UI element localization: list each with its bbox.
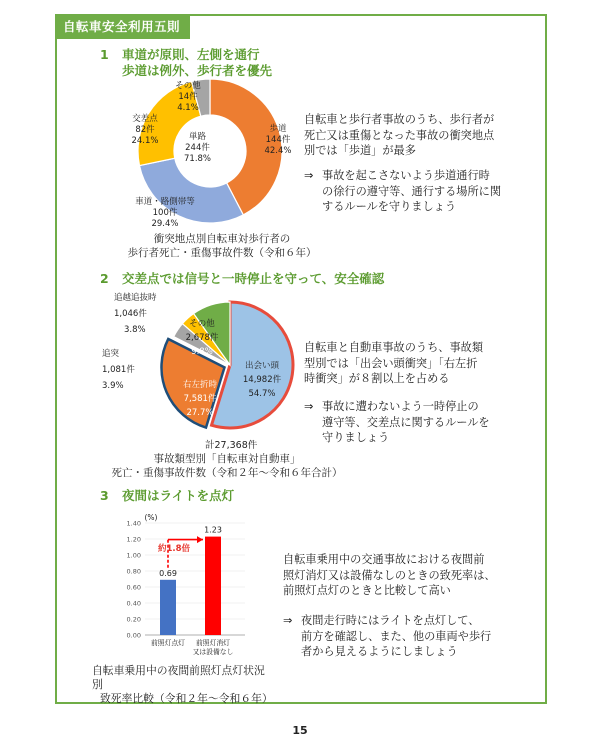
bar-ytick-label: 0.80 bbox=[126, 567, 141, 576]
section3-note bbox=[283, 613, 523, 660]
section2-caption-line2: 死亡・重傷事故件数（令和２年～令和６年合計） bbox=[111, 467, 343, 479]
bar-axis-unit: (%) bbox=[144, 513, 158, 522]
section1-heading-line1: 車道が原則、左側を通行 bbox=[122, 47, 260, 62]
section2-note bbox=[304, 399, 519, 446]
section1-text-line3: 別では「歩道」が最多 bbox=[304, 144, 416, 157]
donut-slice-pct: 4.1% bbox=[177, 103, 199, 113]
section2-caption bbox=[102, 452, 352, 480]
bar-category-label: 前照灯点灯 bbox=[151, 639, 185, 647]
section2-note-line2: 遵守等、交差点に関するルールを bbox=[322, 415, 490, 429]
donut-slice-count: 14件 bbox=[178, 92, 198, 102]
section1-note bbox=[304, 168, 526, 215]
section2-heading bbox=[100, 271, 384, 287]
section3-text-line3: 前照灯点灯のときと比較して高い bbox=[283, 584, 451, 597]
donut-slice-pct: 42.4% bbox=[264, 146, 292, 156]
donut-center-label bbox=[184, 132, 211, 165]
bar-ytick-label: 0.00 bbox=[126, 631, 141, 640]
bar-ytick-label: 1.20 bbox=[126, 535, 141, 544]
arrow-icon: ⇒ bbox=[304, 169, 314, 182]
pie-slice-pct: 9.8% bbox=[191, 347, 213, 357]
section3-heading bbox=[100, 488, 234, 504]
section3-caption-line1: 自転車乗用中の夜間前照灯点灯状況別 bbox=[92, 664, 265, 691]
pie-slice-count: 7,581件 bbox=[183, 394, 217, 404]
section3-text-line2: 照灯消灯又は設備なしのときの致死率は、 bbox=[283, 568, 496, 582]
bar bbox=[205, 537, 221, 635]
bar-category-label: 前照灯消灯 bbox=[196, 639, 230, 647]
pie-slice-name: 追越追抜時 bbox=[114, 293, 157, 303]
donut-slice-count: 144件 bbox=[265, 135, 291, 145]
bar-ytick-label: 1.40 bbox=[126, 519, 141, 528]
pie-slice-pct: 27.7% bbox=[186, 408, 214, 418]
pie-slice-name: 右左折時 bbox=[182, 380, 218, 390]
section1-text-line1: 自転車と歩行者事故のうち、歩行者が bbox=[304, 113, 495, 126]
section2-number: 2 bbox=[100, 271, 109, 286]
section3-number: 3 bbox=[100, 488, 109, 503]
bar-value-label: 0.69 bbox=[159, 568, 177, 578]
section1-note-line3: するルールを守りましょう bbox=[322, 200, 457, 213]
pie-slice-count: 1,081件 bbox=[102, 365, 135, 375]
section1-text bbox=[304, 112, 524, 159]
section1-note-line1: 事故を起こさないよう歩道通行時 bbox=[322, 169, 490, 182]
bar-ytick-label: 0.20 bbox=[126, 615, 141, 624]
bar-chart bbox=[105, 510, 255, 660]
donut-center-name: 単路 bbox=[189, 132, 207, 142]
page-tab-title: 自転車安全利用五則 bbox=[55, 14, 190, 39]
section1-note-line2: の徐行の遵守等、通行する場所に関 bbox=[322, 184, 502, 198]
section3-note-line3: 者から見えるようにしましょう bbox=[301, 645, 458, 658]
donut-slice-pct: 29.4% bbox=[151, 219, 179, 226]
pie2-total: 計27,368件 bbox=[205, 440, 258, 451]
section2-note-line1: 事故に遭わないよう一時停止の bbox=[322, 400, 479, 413]
section2-text bbox=[304, 340, 519, 387]
page-number: 15 bbox=[292, 724, 308, 737]
section3-note-line1: 夜間走行時にはライトを点灯して、 bbox=[301, 614, 480, 627]
section2-text-line3: 時衝突」が８割以上を占める bbox=[304, 372, 450, 385]
bar-category-label: 又は設備なし bbox=[192, 648, 234, 656]
donut-slice-count: 82件 bbox=[135, 125, 155, 135]
donut-center-pct: 71.8% bbox=[184, 154, 212, 164]
section3-text-line1: 自転車乗用中の交通事故における夜間前 bbox=[283, 553, 485, 566]
bar-value-label: 1.23 bbox=[204, 525, 222, 535]
section3-caption bbox=[92, 664, 272, 706]
pie-slice-count: 14,982件 bbox=[242, 375, 282, 385]
donut-slice-count: 100件 bbox=[152, 208, 178, 218]
section3-heading-text: 夜間はライトを点灯 bbox=[122, 488, 235, 503]
pie-slice-name: 出会い頭 bbox=[244, 361, 280, 371]
section2-text-line2: 型別では「出会い頭衝突」「右左折 bbox=[304, 356, 478, 370]
arrow-icon: ⇒ bbox=[304, 400, 314, 413]
section3-caption-line2: 致死率比較（令和２年～令和６年） bbox=[100, 692, 273, 705]
pie-slice-name: その他 bbox=[189, 319, 215, 329]
section3-text bbox=[283, 552, 518, 599]
pie-slice-pct: 3.9% bbox=[102, 381, 124, 391]
donut-slice-pct: 24.1% bbox=[131, 136, 159, 146]
section2-note-line3: 守りましょう bbox=[322, 431, 390, 444]
section1-caption-line2: 歩行者死亡・重傷事故件数（令和６年） bbox=[127, 247, 317, 259]
bar bbox=[160, 580, 176, 635]
bar-ytick-label: 0.60 bbox=[126, 583, 141, 592]
pie-chart bbox=[100, 290, 310, 460]
pie-slice-pct: 3.8% bbox=[124, 325, 146, 335]
section1-caption bbox=[112, 232, 332, 260]
section1-caption-line1: 衝突地点別自転車対歩行者の bbox=[153, 233, 291, 245]
pie-slice-pct: 54.7% bbox=[248, 389, 276, 399]
bar-ytick-label: 1.00 bbox=[126, 551, 141, 560]
arrow-icon: ⇒ bbox=[283, 614, 293, 627]
pie-slice-count: 2,678件 bbox=[185, 333, 219, 343]
donut-slice-name: 歩道 bbox=[269, 124, 287, 134]
section1-number: 1 bbox=[100, 47, 109, 62]
pie-slice-name: 追突 bbox=[102, 349, 120, 359]
section2-text-line1: 自転車と自動車事故のうち、事故類 bbox=[304, 341, 484, 354]
donut-slice-name: 車道・路側帯等 bbox=[135, 197, 195, 207]
ratio-arrow-head bbox=[197, 536, 203, 543]
section1-heading-line2: 歩道は例外、歩行者を優先 bbox=[122, 63, 273, 78]
donut-slice-name: その他 bbox=[175, 81, 201, 91]
section1-heading bbox=[100, 47, 272, 79]
section3-note-line2: 前方を確認し、また、他の車両や歩行 bbox=[301, 629, 492, 643]
section2-heading-text: 交差点では信号と一時停止を守って、安全確認 bbox=[122, 271, 385, 286]
pie-slice-count: 1,046件 bbox=[114, 309, 147, 319]
bar-ratio-label: 約1.8倍 bbox=[157, 544, 191, 554]
section1-text-line2: 死亡又は重傷となった事故の衝突地点 bbox=[304, 128, 495, 142]
donut-slice-name: 交差点 bbox=[132, 114, 158, 124]
bar-ytick-label: 0.40 bbox=[126, 599, 141, 608]
section2-caption-line1: 事故類型別「自転車対自動車」 bbox=[153, 453, 301, 465]
donut-center-count: 244件 bbox=[185, 143, 210, 153]
